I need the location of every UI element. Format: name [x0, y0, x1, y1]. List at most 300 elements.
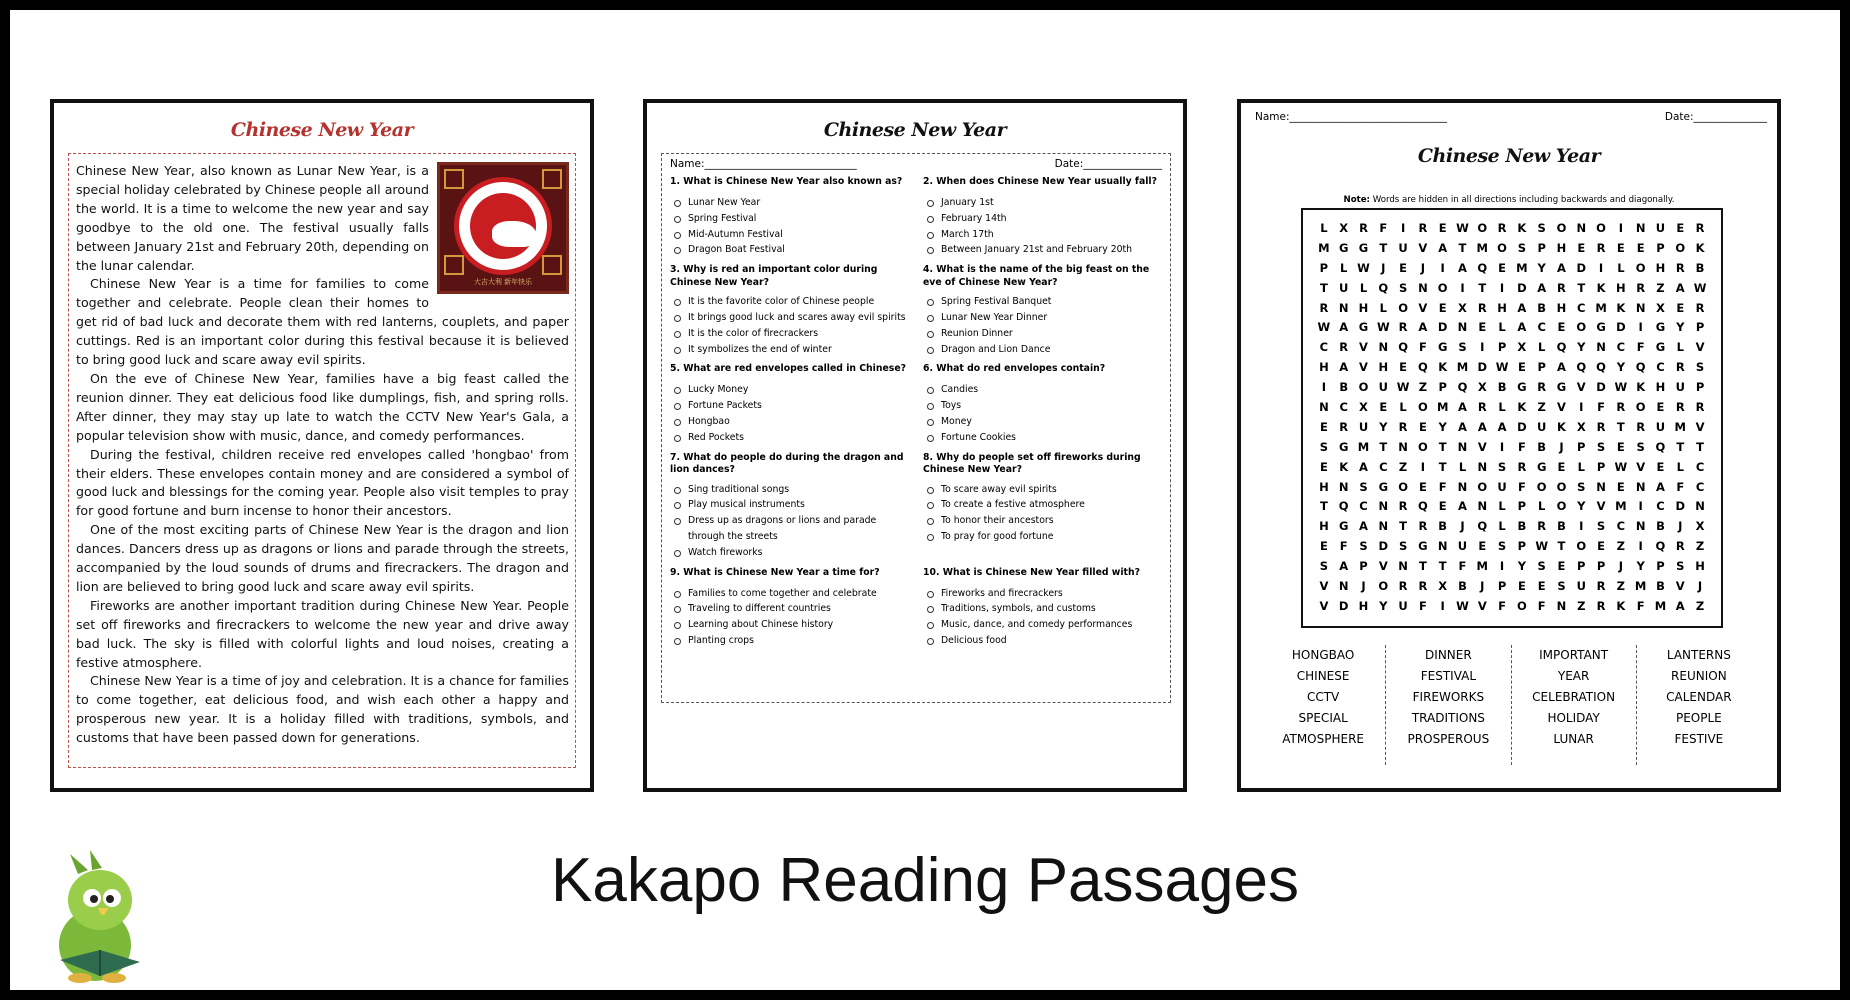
grid-letter[interactable]: B: [1458, 578, 1467, 593]
grid-letter[interactable]: Q: [1457, 380, 1468, 395]
grid-letter[interactable]: V: [1576, 380, 1586, 395]
grid-letter[interactable]: O: [1497, 240, 1507, 255]
grid-letter[interactable]: I: [1598, 260, 1604, 275]
grid-letter[interactable]: P: [1656, 559, 1665, 574]
grid-letter[interactable]: V: [1359, 360, 1368, 375]
grid-letter[interactable]: J: [1381, 260, 1386, 275]
grid-letter[interactable]: X: [1339, 220, 1349, 235]
answer-option[interactable]: March 17th: [927, 227, 1162, 243]
grid-letter[interactable]: I: [1440, 598, 1445, 613]
grid-letter[interactable]: S: [1398, 280, 1408, 295]
answer-option[interactable]: January 1st: [927, 195, 1162, 211]
grid-letter[interactable]: J: [1618, 559, 1623, 574]
grid-letter[interactable]: X: [1517, 340, 1527, 355]
grid-letter[interactable]: Q: [1655, 539, 1666, 554]
grid-letter[interactable]: I: [1499, 559, 1505, 574]
grid-letter[interactable]: R: [1398, 419, 1408, 434]
grid-letter[interactable]: E: [1319, 539, 1328, 554]
grid-letter[interactable]: I: [1499, 280, 1505, 295]
grid-letter[interactable]: I: [1618, 220, 1623, 235]
grid-letter[interactable]: R: [1675, 360, 1685, 375]
grid-letter[interactable]: A: [1458, 399, 1467, 414]
grid-letter[interactable]: Q: [1417, 360, 1428, 375]
grid-letter[interactable]: F: [1379, 220, 1388, 235]
grid-letter[interactable]: M: [1615, 499, 1627, 514]
grid-letter[interactable]: A: [1458, 260, 1467, 275]
grid-letter[interactable]: O: [1576, 320, 1587, 335]
grid-letter[interactable]: H: [1655, 260, 1666, 275]
grid-letter[interactable]: Q: [1338, 499, 1349, 514]
grid-letter[interactable]: L: [1498, 499, 1506, 514]
grid-letter[interactable]: E: [1636, 240, 1645, 255]
grid-letter[interactable]: R: [1359, 220, 1368, 235]
grid-letter[interactable]: P: [1319, 260, 1329, 275]
grid-letter[interactable]: M: [1318, 240, 1330, 255]
grid-letter[interactable]: Y: [1379, 419, 1388, 434]
grid-letter[interactable]: Y: [1379, 598, 1388, 613]
grid-letter[interactable]: W: [1495, 360, 1509, 375]
grid-letter[interactable]: V: [1477, 439, 1487, 454]
grid-letter[interactable]: P: [1537, 360, 1546, 375]
grid-letter[interactable]: B: [1517, 519, 1527, 534]
grid-letter[interactable]: T: [1696, 439, 1704, 454]
grid-letter[interactable]: N: [1635, 479, 1646, 494]
grid-letter[interactable]: Y: [1537, 260, 1546, 275]
grid-letter[interactable]: O: [1477, 479, 1488, 494]
grid-letter[interactable]: N: [1635, 519, 1646, 534]
grid-letter[interactable]: X: [1656, 300, 1665, 315]
grid-letter[interactable]: A: [1655, 479, 1665, 494]
grid-letter[interactable]: G: [1378, 479, 1389, 494]
grid-letter[interactable]: D: [1596, 380, 1606, 395]
grid-letter[interactable]: O: [1675, 240, 1686, 255]
grid-letter[interactable]: E: [1577, 240, 1586, 255]
grid-letter[interactable]: L: [1399, 399, 1407, 414]
grid-letter[interactable]: Y: [1636, 559, 1645, 574]
grid-letter[interactable]: A: [1497, 419, 1507, 434]
grid-letter[interactable]: B: [1557, 519, 1566, 534]
grid-letter[interactable]: S: [1596, 439, 1606, 454]
grid-letter[interactable]: U: [1378, 380, 1388, 395]
grid-letter[interactable]: X: [1695, 519, 1705, 534]
grid-letter[interactable]: S: [1458, 340, 1467, 355]
grid-letter[interactable]: E: [1557, 320, 1566, 335]
grid-letter[interactable]: G: [1358, 320, 1369, 335]
grid-letter[interactable]: V: [1695, 419, 1705, 434]
grid-letter[interactable]: A: [1517, 300, 1527, 315]
grid-letter[interactable]: O: [1516, 598, 1527, 613]
grid-letter[interactable]: R: [1636, 419, 1646, 434]
grid-letter[interactable]: O: [1536, 479, 1547, 494]
grid-letter[interactable]: P: [1695, 380, 1705, 395]
grid-letter[interactable]: W: [1376, 320, 1390, 335]
grid-letter[interactable]: L: [1379, 300, 1387, 315]
grid-letter[interactable]: C: [1695, 459, 1705, 474]
grid-letter[interactable]: C: [1359, 499, 1368, 514]
grid-letter[interactable]: O: [1358, 380, 1369, 395]
answer-option[interactable]: To honor their ancestors: [927, 513, 1162, 529]
grid-letter[interactable]: O: [1596, 220, 1606, 235]
grid-letter[interactable]: S: [1557, 578, 1566, 593]
grid-letter[interactable]: P: [1517, 539, 1527, 554]
grid-letter[interactable]: A: [1557, 360, 1566, 375]
grid-letter[interactable]: I: [1579, 399, 1584, 414]
answer-option[interactable]: Planting crops: [674, 633, 909, 649]
grid-letter[interactable]: Z: [1577, 598, 1586, 613]
grid-letter[interactable]: E: [1438, 220, 1447, 235]
grid-letter[interactable]: I: [1321, 380, 1327, 395]
grid-letter[interactable]: N: [1338, 578, 1349, 593]
grid-letter[interactable]: A: [1557, 260, 1566, 275]
grid-letter[interactable]: P: [1438, 380, 1447, 395]
grid-letter[interactable]: T: [1458, 240, 1467, 255]
grid-letter[interactable]: A: [1458, 419, 1467, 434]
grid-letter[interactable]: T: [1379, 439, 1388, 454]
grid-letter[interactable]: E: [1597, 539, 1605, 554]
grid-letter[interactable]: F: [1458, 559, 1467, 574]
grid-letter[interactable]: G: [1437, 340, 1448, 355]
grid-letter[interactable]: O: [1398, 300, 1408, 315]
grid-letter[interactable]: P: [1656, 240, 1665, 255]
grid-letter[interactable]: E: [1557, 459, 1566, 474]
grid-letter[interactable]: F: [1418, 598, 1427, 613]
answer-option[interactable]: Dragon and Lion Dance: [927, 342, 1162, 358]
grid-letter[interactable]: X: [1576, 419, 1586, 434]
grid-letter[interactable]: G: [1338, 240, 1349, 255]
grid-letter[interactable]: G: [1536, 459, 1547, 474]
grid-letter[interactable]: L: [1320, 220, 1328, 235]
grid-letter[interactable]: E: [1379, 399, 1388, 414]
grid-letter[interactable]: L: [1458, 459, 1467, 474]
grid-letter[interactable]: L: [1577, 459, 1585, 474]
grid-letter[interactable]: N: [1319, 399, 1329, 414]
grid-letter[interactable]: I: [1579, 519, 1584, 534]
grid-letter[interactable]: U: [1655, 419, 1666, 434]
grid-letter[interactable]: G: [1418, 539, 1428, 554]
grid-letter[interactable]: A: [1675, 280, 1685, 295]
grid-letter[interactable]: A: [1438, 240, 1448, 255]
grid-letter[interactable]: R: [1616, 399, 1626, 414]
grid-letter[interactable]: L: [1498, 399, 1506, 414]
grid-letter[interactable]: S: [1319, 559, 1329, 574]
grid-letter[interactable]: V: [1636, 459, 1646, 474]
grid-letter[interactable]: F: [1517, 479, 1526, 494]
grid-letter[interactable]: N: [1338, 300, 1349, 315]
grid-letter[interactable]: E: [1478, 320, 1487, 335]
grid-letter[interactable]: R: [1418, 578, 1428, 593]
grid-letter[interactable]: G: [1655, 340, 1666, 355]
answer-option[interactable]: Candies: [927, 382, 1162, 398]
grid-letter[interactable]: S: [1497, 459, 1507, 474]
grid-letter[interactable]: T: [1676, 439, 1685, 454]
grid-letter[interactable]: T: [1478, 280, 1487, 295]
grid-letter[interactable]: S: [1695, 360, 1705, 375]
answer-option[interactable]: Spring Festival: [674, 211, 909, 227]
grid-letter[interactable]: N: [1477, 499, 1488, 514]
grid-letter[interactable]: D: [1576, 260, 1587, 275]
answer-option[interactable]: Watch fireworks: [674, 545, 909, 561]
answer-option[interactable]: Fortune Packets: [674, 398, 909, 414]
grid-letter[interactable]: V: [1319, 598, 1329, 613]
grid-letter[interactable]: H: [1616, 280, 1626, 295]
grid-letter[interactable]: G: [1655, 320, 1666, 335]
grid-letter[interactable]: U: [1398, 240, 1408, 255]
grid-letter[interactable]: F: [1517, 439, 1526, 454]
grid-letter[interactable]: T: [1438, 459, 1447, 474]
answer-option[interactable]: It symbolizes the end of winter: [674, 342, 909, 358]
grid-letter[interactable]: Q: [1378, 280, 1389, 295]
grid-letter[interactable]: I: [1400, 220, 1406, 235]
grid-letter[interactable]: R: [1319, 300, 1329, 315]
grid-letter[interactable]: K: [1616, 598, 1626, 613]
answer-option[interactable]: Fortune Cookies: [927, 430, 1162, 446]
grid-letter[interactable]: R: [1695, 300, 1705, 315]
grid-letter[interactable]: B: [1537, 439, 1547, 454]
answer-option[interactable]: Delicious food: [927, 633, 1162, 649]
grid-letter[interactable]: W: [1535, 539, 1548, 554]
grid-letter[interactable]: R: [1695, 220, 1705, 235]
answer-option[interactable]: Music, dance, and comedy performances: [927, 617, 1162, 633]
grid-letter[interactable]: R: [1596, 578, 1606, 593]
grid-letter[interactable]: C: [1656, 360, 1665, 375]
grid-letter[interactable]: A: [1477, 419, 1487, 434]
grid-letter[interactable]: O: [1398, 479, 1408, 494]
grid-letter[interactable]: Z: [1418, 380, 1428, 395]
grid-letter[interactable]: V: [1596, 499, 1606, 514]
grid-letter[interactable]: N: [1477, 459, 1488, 474]
grid-letter[interactable]: E: [1616, 439, 1625, 454]
answer-option[interactable]: Mid-Autumn Festival: [674, 227, 909, 243]
grid-letter[interactable]: W: [1614, 380, 1628, 395]
grid-letter[interactable]: F: [1418, 340, 1427, 355]
grid-letter[interactable]: S: [1577, 479, 1586, 494]
grid-letter[interactable]: J: [1678, 519, 1683, 534]
grid-letter[interactable]: N: [1596, 479, 1606, 494]
grid-letter[interactable]: V: [1418, 240, 1428, 255]
grid-letter[interactable]: R: [1596, 240, 1606, 255]
grid-letter[interactable]: R: [1537, 519, 1547, 534]
grid-letter[interactable]: Q: [1655, 439, 1666, 454]
grid-letter[interactable]: C: [1616, 340, 1626, 355]
grid-letter[interactable]: N: [1378, 499, 1389, 514]
grid-letter[interactable]: B: [1339, 380, 1349, 395]
grid-letter[interactable]: G: [1338, 439, 1349, 454]
grid-letter[interactable]: M: [1436, 399, 1449, 414]
answer-option[interactable]: Play musical instruments: [674, 497, 909, 513]
grid-letter[interactable]: E: [1399, 260, 1408, 275]
grid-letter[interactable]: S: [1676, 559, 1685, 574]
grid-letter[interactable]: T: [1557, 539, 1566, 554]
grid-letter[interactable]: H: [1556, 240, 1567, 255]
answer-option[interactable]: To pray for good fortune: [927, 529, 1162, 545]
grid-letter[interactable]: Z: [1695, 539, 1705, 554]
grid-letter[interactable]: T: [1418, 559, 1427, 574]
grid-letter[interactable]: Z: [1656, 280, 1665, 295]
grid-letter[interactable]: B: [1656, 578, 1665, 593]
grid-letter[interactable]: I: [1638, 499, 1643, 514]
grid-letter[interactable]: H: [1358, 300, 1369, 315]
answer-option[interactable]: Dress up as dragons or lions and parade through the streets: [674, 513, 909, 545]
grid-letter[interactable]: D: [1517, 419, 1527, 434]
answer-option[interactable]: Fireworks and firecrackers: [927, 586, 1162, 602]
grid-letter[interactable]: L: [1617, 260, 1625, 275]
answer-option[interactable]: To create a festive atmosphere: [927, 497, 1162, 513]
grid-letter[interactable]: C: [1379, 459, 1388, 474]
grid-letter[interactable]: S: [1359, 479, 1368, 494]
grid-letter[interactable]: L: [1340, 260, 1348, 275]
grid-letter[interactable]: H: [1319, 479, 1329, 494]
grid-letter[interactable]: T: [1438, 439, 1447, 454]
grid-letter[interactable]: M: [1456, 360, 1469, 375]
grid-letter[interactable]: Y: [1676, 320, 1685, 335]
grid-letter[interactable]: S: [1636, 439, 1645, 454]
grid-letter[interactable]: N: [1457, 439, 1468, 454]
grid-letter[interactable]: O: [1576, 539, 1587, 554]
grid-letter[interactable]: N: [1695, 499, 1705, 514]
grid-letter[interactable]: N: [1635, 300, 1646, 315]
grid-letter[interactable]: H: [1319, 519, 1329, 534]
answer-option[interactable]: Learning about Chinese history: [674, 617, 909, 633]
grid-letter[interactable]: Q: [1398, 340, 1408, 355]
grid-letter[interactable]: W: [1456, 598, 1469, 613]
grid-letter[interactable]: D: [1378, 539, 1389, 554]
grid-letter[interactable]: S: [1319, 439, 1329, 454]
grid-letter[interactable]: P: [1577, 559, 1586, 574]
grid-letter[interactable]: N: [1457, 320, 1468, 335]
grid-letter[interactable]: O: [1477, 220, 1488, 235]
grid-letter[interactable]: P: [1695, 320, 1705, 335]
grid-letter[interactable]: C: [1616, 519, 1626, 534]
grid-letter[interactable]: B: [1438, 519, 1448, 534]
grid-letter[interactable]: H: [1319, 360, 1329, 375]
grid-letter[interactable]: A: [1359, 459, 1368, 474]
grid-letter[interactable]: R: [1398, 320, 1408, 335]
grid-letter[interactable]: K: [1616, 300, 1626, 315]
grid-letter[interactable]: U: [1457, 539, 1468, 554]
grid-letter[interactable]: Q: [1477, 260, 1488, 275]
grid-letter[interactable]: S: [1517, 240, 1527, 255]
grid-letter[interactable]: J: [1420, 260, 1426, 275]
grid-letter[interactable]: F: [1339, 539, 1348, 554]
grid-letter[interactable]: I: [1460, 280, 1465, 295]
grid-letter[interactable]: K: [1596, 280, 1606, 295]
grid-letter[interactable]: E: [1616, 479, 1625, 494]
grid-letter[interactable]: K: [1517, 220, 1527, 235]
grid-letter[interactable]: S: [1537, 559, 1546, 574]
grid-letter[interactable]: N: [1437, 539, 1448, 554]
grid-letter[interactable]: M: [1476, 240, 1488, 255]
grid-letter[interactable]: E: [1498, 260, 1506, 275]
grid-letter[interactable]: E: [1616, 240, 1625, 255]
grid-letter[interactable]: C: [1577, 300, 1586, 315]
grid-letter[interactable]: R: [1675, 399, 1685, 414]
grid-letter[interactable]: P: [1596, 559, 1606, 574]
grid-letter[interactable]: N: [1378, 340, 1389, 355]
grid-letter[interactable]: N: [1576, 220, 1587, 235]
grid-letter[interactable]: R: [1477, 300, 1487, 315]
grid-letter[interactable]: O: [1437, 280, 1448, 295]
grid-letter[interactable]: N: [1398, 439, 1408, 454]
grid-letter[interactable]: Y: [1517, 559, 1527, 574]
grid-letter[interactable]: F: [1498, 598, 1506, 613]
grid-letter[interactable]: P: [1497, 340, 1507, 355]
grid-letter[interactable]: J: [1480, 578, 1485, 593]
grid-letter[interactable]: B: [1695, 260, 1705, 275]
grid-letter[interactable]: A: [1675, 598, 1685, 613]
grid-letter[interactable]: X: [1458, 300, 1467, 315]
grid-letter[interactable]: U: [1339, 280, 1349, 295]
grid-letter[interactable]: O: [1417, 439, 1428, 454]
grid-letter[interactable]: X: [1477, 380, 1487, 395]
grid-letter[interactable]: I: [1480, 340, 1485, 355]
answer-option[interactable]: It is the color of firecrackers: [674, 326, 909, 342]
grid-letter[interactable]: M: [1674, 419, 1686, 434]
grid-letter[interactable]: R: [1398, 578, 1408, 593]
grid-letter[interactable]: C: [1695, 479, 1705, 494]
grid-letter[interactable]: W: [1693, 280, 1707, 295]
grid-letter[interactable]: U: [1655, 220, 1666, 235]
grid-letter[interactable]: Y: [1577, 340, 1586, 355]
grid-letter[interactable]: T: [1616, 419, 1625, 434]
grid-letter[interactable]: V: [1477, 598, 1487, 613]
grid-letter[interactable]: K: [1695, 240, 1705, 255]
answer-option[interactable]: Families to come together and celebrate: [674, 586, 909, 602]
grid-letter[interactable]: U: [1358, 419, 1369, 434]
grid-letter[interactable]: G: [1338, 519, 1349, 534]
grid-letter[interactable]: A: [1339, 360, 1349, 375]
answer-option[interactable]: Dragon Boat Festival: [674, 242, 909, 258]
grid-letter[interactable]: P: [1537, 240, 1546, 255]
grid-letter[interactable]: F: [1597, 399, 1605, 414]
grid-letter[interactable]: T: [1438, 559, 1447, 574]
grid-letter[interactable]: O: [1635, 399, 1646, 414]
grid-letter[interactable]: D: [1477, 360, 1488, 375]
grid-letter[interactable]: E: [1656, 459, 1665, 474]
grid-letter[interactable]: T: [1379, 240, 1388, 255]
grid-letter[interactable]: N: [1556, 598, 1567, 613]
grid-letter[interactable]: X: [1438, 578, 1448, 593]
grid-letter[interactable]: Z: [1616, 578, 1626, 593]
grid-letter[interactable]: A: [1339, 559, 1349, 574]
grid-letter[interactable]: W: [1317, 320, 1331, 335]
answer-option[interactable]: Red Pockets: [674, 430, 909, 446]
grid-letter[interactable]: R: [1695, 399, 1705, 414]
grid-letter[interactable]: R: [1339, 419, 1349, 434]
grid-letter[interactable]: C: [1319, 340, 1329, 355]
grid-letter[interactable]: V: [1319, 578, 1329, 593]
grid-letter[interactable]: O: [1556, 499, 1567, 514]
grid-letter[interactable]: A: [1359, 519, 1368, 534]
grid-letter[interactable]: N: [1635, 220, 1646, 235]
grid-letter[interactable]: R: [1398, 499, 1408, 514]
grid-letter[interactable]: P: [1596, 459, 1606, 474]
grid-letter[interactable]: N: [1378, 519, 1389, 534]
grid-letter[interactable]: E: [1319, 419, 1328, 434]
answer-option[interactable]: Toys: [927, 398, 1162, 414]
grid-letter[interactable]: Q: [1556, 340, 1567, 355]
grid-letter[interactable]: R: [1636, 280, 1646, 295]
grid-letter[interactable]: J: [1697, 578, 1703, 593]
answer-option[interactable]: Between January 21st and February 20th: [927, 242, 1162, 258]
grid-letter[interactable]: B: [1537, 300, 1547, 315]
grid-letter[interactable]: P: [1517, 499, 1527, 514]
answer-option[interactable]: Lunar New Year: [674, 195, 909, 211]
grid-letter[interactable]: R: [1596, 598, 1606, 613]
grid-letter[interactable]: M: [1476, 559, 1488, 574]
grid-letter[interactable]: V: [1418, 300, 1428, 315]
grid-letter[interactable]: L: [1498, 519, 1506, 534]
grid-letter[interactable]: Q: [1596, 360, 1606, 375]
